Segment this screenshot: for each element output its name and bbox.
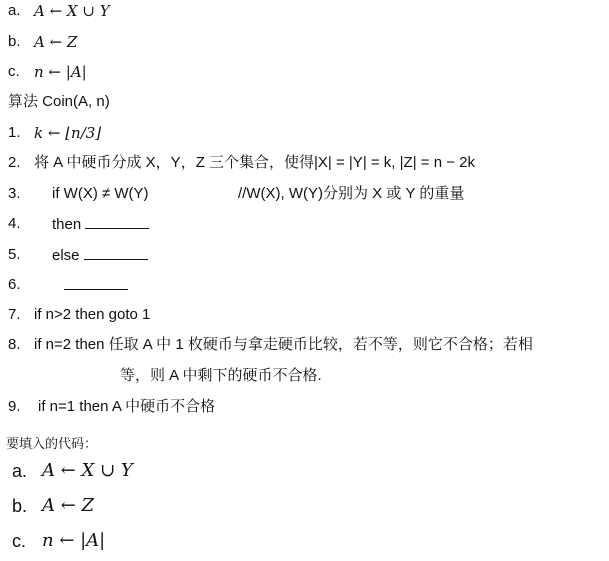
step-9-num: 9. — [8, 398, 21, 415]
step-5-num: 5. — [8, 246, 21, 263]
step-4-line — [52, 214, 149, 235]
step-8-text: if n=2 then 任取 A 中 1 枚硬币与拿走硬币比较，若不等，则它不合格；若相 — [34, 336, 533, 353]
top-option-c-label: c. — [8, 63, 20, 80]
top-option-b-label: b. — [8, 33, 21, 50]
step-8-continuation: 等，则 A 中剩下的硬币不合格. — [120, 367, 322, 384]
step-5-line — [52, 245, 148, 266]
step-6-line — [52, 275, 128, 296]
step-5-blank — [84, 245, 148, 260]
top-option-c-expr: n ← |A| — [34, 63, 87, 81]
algorithm-title: 算法 Coin(A, n) — [8, 93, 110, 110]
step-6-blank — [64, 275, 128, 290]
answer-option-b-expr: A ← Z — [42, 495, 95, 516]
step-7-num: 7. — [8, 306, 21, 323]
step-4-blank — [85, 214, 149, 229]
step-2-num: 2. — [8, 154, 21, 171]
step-3-num: 3. — [8, 185, 21, 202]
step-4-num: 4. — [8, 215, 21, 232]
answer-option-a-label: a. — [12, 461, 28, 481]
step-9-text: if n=1 then A 中硬币不合格 — [38, 398, 216, 415]
step-4-text: then — [52, 216, 82, 233]
step-3-comment: //W(X), W(Y)分别为 X 或 Y 的重量 — [238, 185, 465, 202]
answer-option-b-label: b. — [12, 496, 28, 516]
top-option-a-label: a. — [8, 2, 21, 19]
top-option-a-expr: A ← X ∪ Y — [34, 2, 110, 20]
top-option-b-expr: A ← Z — [34, 33, 78, 51]
answer-option-c-label: c. — [12, 531, 27, 551]
step-1-num: 1. — [8, 124, 21, 141]
step-8-num: 8. — [8, 336, 21, 353]
step-1-text: k ← ⌊n/3⌋ — [34, 124, 102, 142]
step-3-text: if W(X) ≠ W(Y) — [52, 185, 149, 202]
answer-option-a-expr: A ← X ∪ Y — [42, 460, 133, 481]
answer-heading: 要填入的代码： — [6, 436, 98, 451]
step-6-num: 6. — [8, 276, 21, 293]
answer-option-c-expr: n ← |A| — [42, 530, 106, 551]
step-5-text: else — [52, 247, 80, 264]
step-7-text: if n>2 then goto 1 — [34, 306, 151, 323]
step-2-text: 将 A 中硬币分成 X，Y，Z 三个集合，使得|X| = |Y| = k, |Z| = n − 2k — [34, 154, 475, 171]
